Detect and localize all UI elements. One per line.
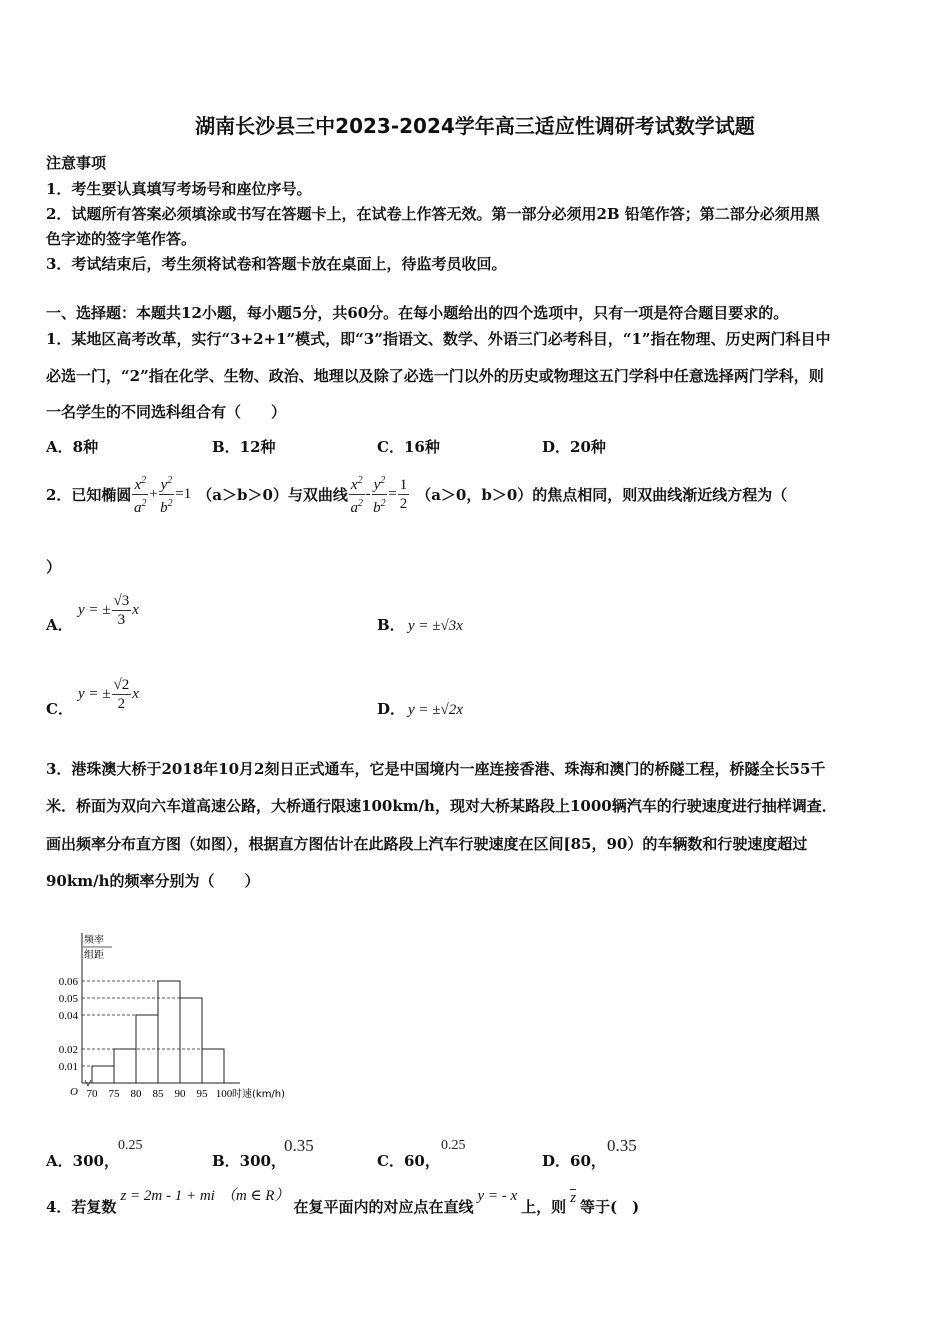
q3-option-c-value: 0.25 <box>441 1138 466 1153</box>
histogram-bar <box>202 1049 224 1083</box>
q4-tail: 上，则 <box>521 1198 567 1216</box>
q4-line-equation: y = - x <box>477 1188 518 1204</box>
ellipse-x-term: $\frac{x^2}{a^2}$ <box>132 472 148 517</box>
y-axis-label-bottom: 组距 <box>84 950 104 961</box>
x-tick-label: 70 <box>86 1088 98 1100</box>
q3-option-b[interactable]: B．300， <box>212 1152 286 1170</box>
q2-prefix: 2．已知椭圆 <box>46 486 132 504</box>
q2-option-b-label[interactable]: B． <box>377 616 405 634</box>
q4-mid: 在复平面内的对应点在直线 <box>293 1198 474 1216</box>
q2-option-c[interactable]: y = ± $\frac{√2}{2}$ x <box>78 677 139 712</box>
section-heading: 一、选择题：本题共12小题，每小题5分，共60分。在每小题给出的四个选项中，只有一项是符合题目要求的。 <box>46 304 789 322</box>
q3-option-c[interactable]: C．60， <box>377 1152 440 1170</box>
q4-zbar: z <box>570 1190 577 1206</box>
q3-option-d[interactable]: D．60， <box>542 1152 606 1170</box>
q1-option-c[interactable]: C．16种 <box>377 438 440 456</box>
histogram-bar <box>158 981 180 1083</box>
q2-option-a[interactable]: y = ± $\frac{√3}{3}$ x <box>78 593 139 628</box>
notice-item: 2．试题所有答案必须填涂或书写在答题卡上，在试卷上作答无效。第一部分必须用2B 铅笔作答；第二部分必须用黑 <box>46 205 820 223</box>
y-tick-label: 0.01 <box>58 1061 78 1073</box>
question-3-text: 90km/h的频率分别为（ ） <box>46 872 260 890</box>
x-tick-label: 95 <box>196 1088 208 1100</box>
y-tick-label: 0.04 <box>58 1010 78 1022</box>
notice-item: 1．考生要认真填写考场号和座位序号。 <box>46 180 312 198</box>
hyperbola-x-term: $\frac{x^2}{a^2}$ <box>349 472 365 517</box>
ellipse-y-term: $\frac{y^2}{b^2}$ <box>159 472 175 517</box>
question-1-text: 1．某地区高考改革，实行“3+2+1”模式，即“3”指语文、数学、外语三门必考科目，“1”指在物理、历史两门科目中 <box>46 330 831 348</box>
question-1-text: 一名学生的不同选科组合有（ ） <box>46 403 287 421</box>
y-tick-label: 0.06 <box>58 976 78 988</box>
frequency-histogram <box>40 925 320 1115</box>
x-tick-label: 100 <box>215 1088 233 1100</box>
ellipse-rhs: =1 <box>175 486 192 502</box>
q3-option-b-value: 0.35 <box>284 1136 314 1155</box>
q2-close-paren: ） <box>46 558 62 576</box>
hyperbola-y-term: $\frac{y^2}{b^2}$ <box>372 472 388 517</box>
histogram-bar <box>114 1049 136 1083</box>
q2-cond2: （a＞0，b＞0）的焦点相同，则双曲线渐近线方程为（ <box>416 486 788 504</box>
q3-option-a[interactable]: A．300， <box>46 1152 119 1170</box>
q1-option-d[interactable]: D．20种 <box>542 438 606 456</box>
q4-prefix: 4．若复数 <box>46 1198 117 1216</box>
notice-item: 色字迹的签字笔作答。 <box>46 230 197 248</box>
q1-option-a[interactable]: A．8种 <box>46 438 99 456</box>
x-tick-label: 80 <box>130 1088 142 1100</box>
question-2-text: 2．已知椭圆 $\frac{x^2}{a^2}$ + $\frac{y^2}{b^2}$ =1 （a＞b＞0）与双曲线 $\frac{x^2}{a^2}$ - $\frac{y^2}{b^2}$ = $\frac{1}{2}$ （a＞0，b＞0）的焦点相同，则双曲线渐近线方程为（ <box>46 472 787 517</box>
q3-option-d-value: 0.35 <box>607 1136 637 1155</box>
question-3-text: 3．港珠澳大桥于2018年10月2刻日正式通车，它是中国境内一座连接香港、珠海和澳门的桥隧工程，桥隧全长55千 <box>46 760 826 778</box>
question-1-text: 必选一门，“2”指在化学、生物、政治、地理以及除了必选一门以外的历史或物理这五门学科中任意选择两门学科，则 <box>46 367 824 385</box>
x-tick-label: 90 <box>174 1088 186 1100</box>
q2-option-c-label[interactable]: C． <box>46 700 73 718</box>
question-3-text: 画出频率分布直方图（如图），根据直方图估计在此路段上汽车行驶速度在区间[85，90）的车辆数和行驶速度超过 <box>46 835 808 853</box>
x-tick-label: 75 <box>108 1088 120 1100</box>
notice-heading: 注意事项 <box>46 154 107 172</box>
x-axis-label: 时速(km/h) <box>232 1089 286 1100</box>
page-title: 湖南长沙县三中2023-2024学年高三适应性调研考试数学试题 <box>195 114 755 138</box>
q4-condition: （m ∈ R） <box>220 1188 290 1204</box>
q2-option-d[interactable]: y = ±√2x <box>408 702 463 718</box>
y-axis-label-top: 频率 <box>84 935 104 946</box>
question-3-text: 米．桥面为双向六车道高速公路，大桥通行限速100km/h，现对大桥某路段上1000辆汽车的行驶速度进行抽样调查． <box>46 797 837 815</box>
q2-option-d-label[interactable]: D． <box>377 700 406 718</box>
hyperbola-rhs: $\frac{1}{2}$ <box>399 477 408 512</box>
q2-cond1: （a＞b＞0）与双曲线 <box>197 486 348 504</box>
question-4-text <box>46 1188 640 1217</box>
q3-option-a-value: 0.25 <box>118 1138 143 1153</box>
q2-option-a-label[interactable]: A． <box>46 616 73 634</box>
histogram-bar <box>180 998 202 1083</box>
q4-equation: z = 2m - 1 + mi <box>120 1188 215 1204</box>
notice-item: 3．考试结束后，考生须将试卷和答题卡放在桌面上，待监考员收回。 <box>46 255 507 273</box>
y-tick-label: 0.02 <box>58 1044 78 1056</box>
q4-end: 等于( ) <box>580 1198 640 1216</box>
histogram-bar <box>92 1066 114 1083</box>
y-tick-label: 0.05 <box>58 993 78 1005</box>
x-tick-label: 85 <box>152 1088 164 1100</box>
origin-label: O <box>70 1086 78 1098</box>
q2-option-b[interactable]: y = ±√3x <box>408 618 463 634</box>
q1-option-b[interactable]: B．12种 <box>212 438 276 456</box>
